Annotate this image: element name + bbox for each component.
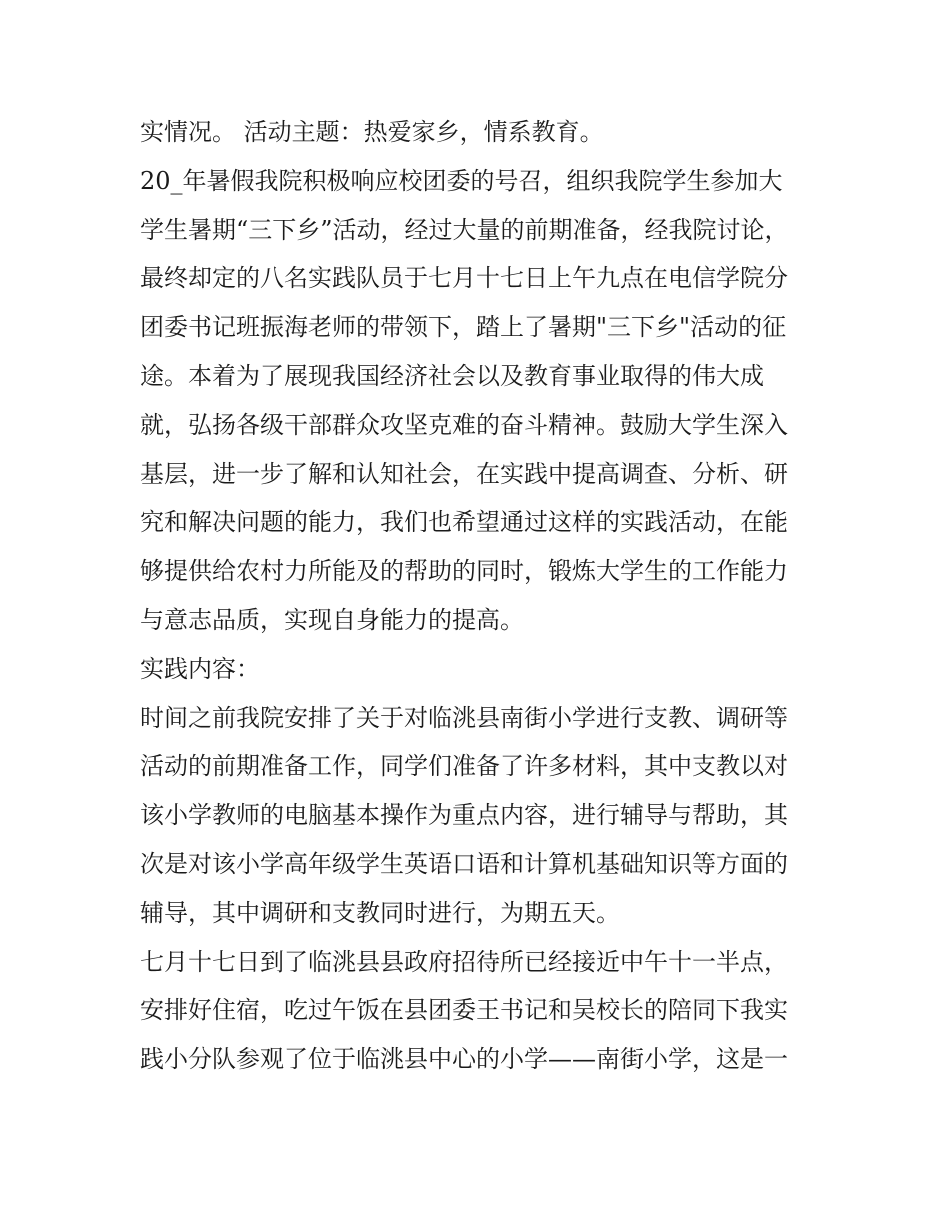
text-line: 途。本着为了展现我国经济社会以及教育事业取得的伟大成: [140, 361, 764, 390]
text-line: 与意志品质，实现自身能力的提高。: [140, 605, 524, 634]
text-line: 时间之前我院安排了关于对临洮县南街小学进行支教、调研等: [140, 703, 788, 732]
text-line: 次是对该小学高年级学生英语口语和计算机基础知识等方面的: [140, 849, 788, 878]
text-line: 团委书记班振海老师的带领下，踏上了暑期"三下乡"活动的征: [140, 313, 787, 342]
text-line: 活动的前期准备工作，同学们准备了许多材料，其中支教以对: [140, 752, 788, 781]
text-line: 七月十七日到了临洮县县政府招待所已经接近中午十一半点，: [140, 947, 788, 976]
text-line: 实情况。 活动主题：热爱家乡，情系教育。: [140, 118, 604, 146]
section-heading: 实践内容：: [140, 654, 260, 683]
text-line: 就，弘扬各级干部群众攻坚克难的奋斗精神。鼓励大学生深入: [140, 410, 788, 439]
text-line: 最终却定的八名实践队员于七月十七日上午九点在电信学院分: [140, 264, 788, 293]
text-line: 基层，进一步了解和认知社会，在实践中提高调查、分析、研: [140, 459, 788, 488]
text-line: 学生暑期“三下乡”活动，经过大量的前期准备，经我院讨论，: [140, 215, 789, 244]
text-line: 践小分队参观了位于临洮县中心的小学——南街小学，这是一: [140, 1045, 788, 1074]
text-line: 够提供给农村力所能及的帮助的同时，锻炼大学生的工作能力: [140, 557, 788, 586]
text-line: 安排好住宿，吃过午饭在县团委王书记和吴校长的陪同下我实: [140, 996, 788, 1025]
text-line: 该小学教师的电脑基本操作为重点内容，进行辅导与帮助，其: [140, 801, 788, 830]
text-line: 究和解决问题的能力，我们也希望通过这样的实践活动，在能: [140, 508, 788, 537]
text-line: 20_年暑假我院积极响应校团委的号召，组织我院学生参加大: [140, 166, 783, 195]
body-text: [140, 108, 820, 1084]
text-line: 辅导，其中调研和支教同时进行，为期五天。: [140, 898, 620, 927]
